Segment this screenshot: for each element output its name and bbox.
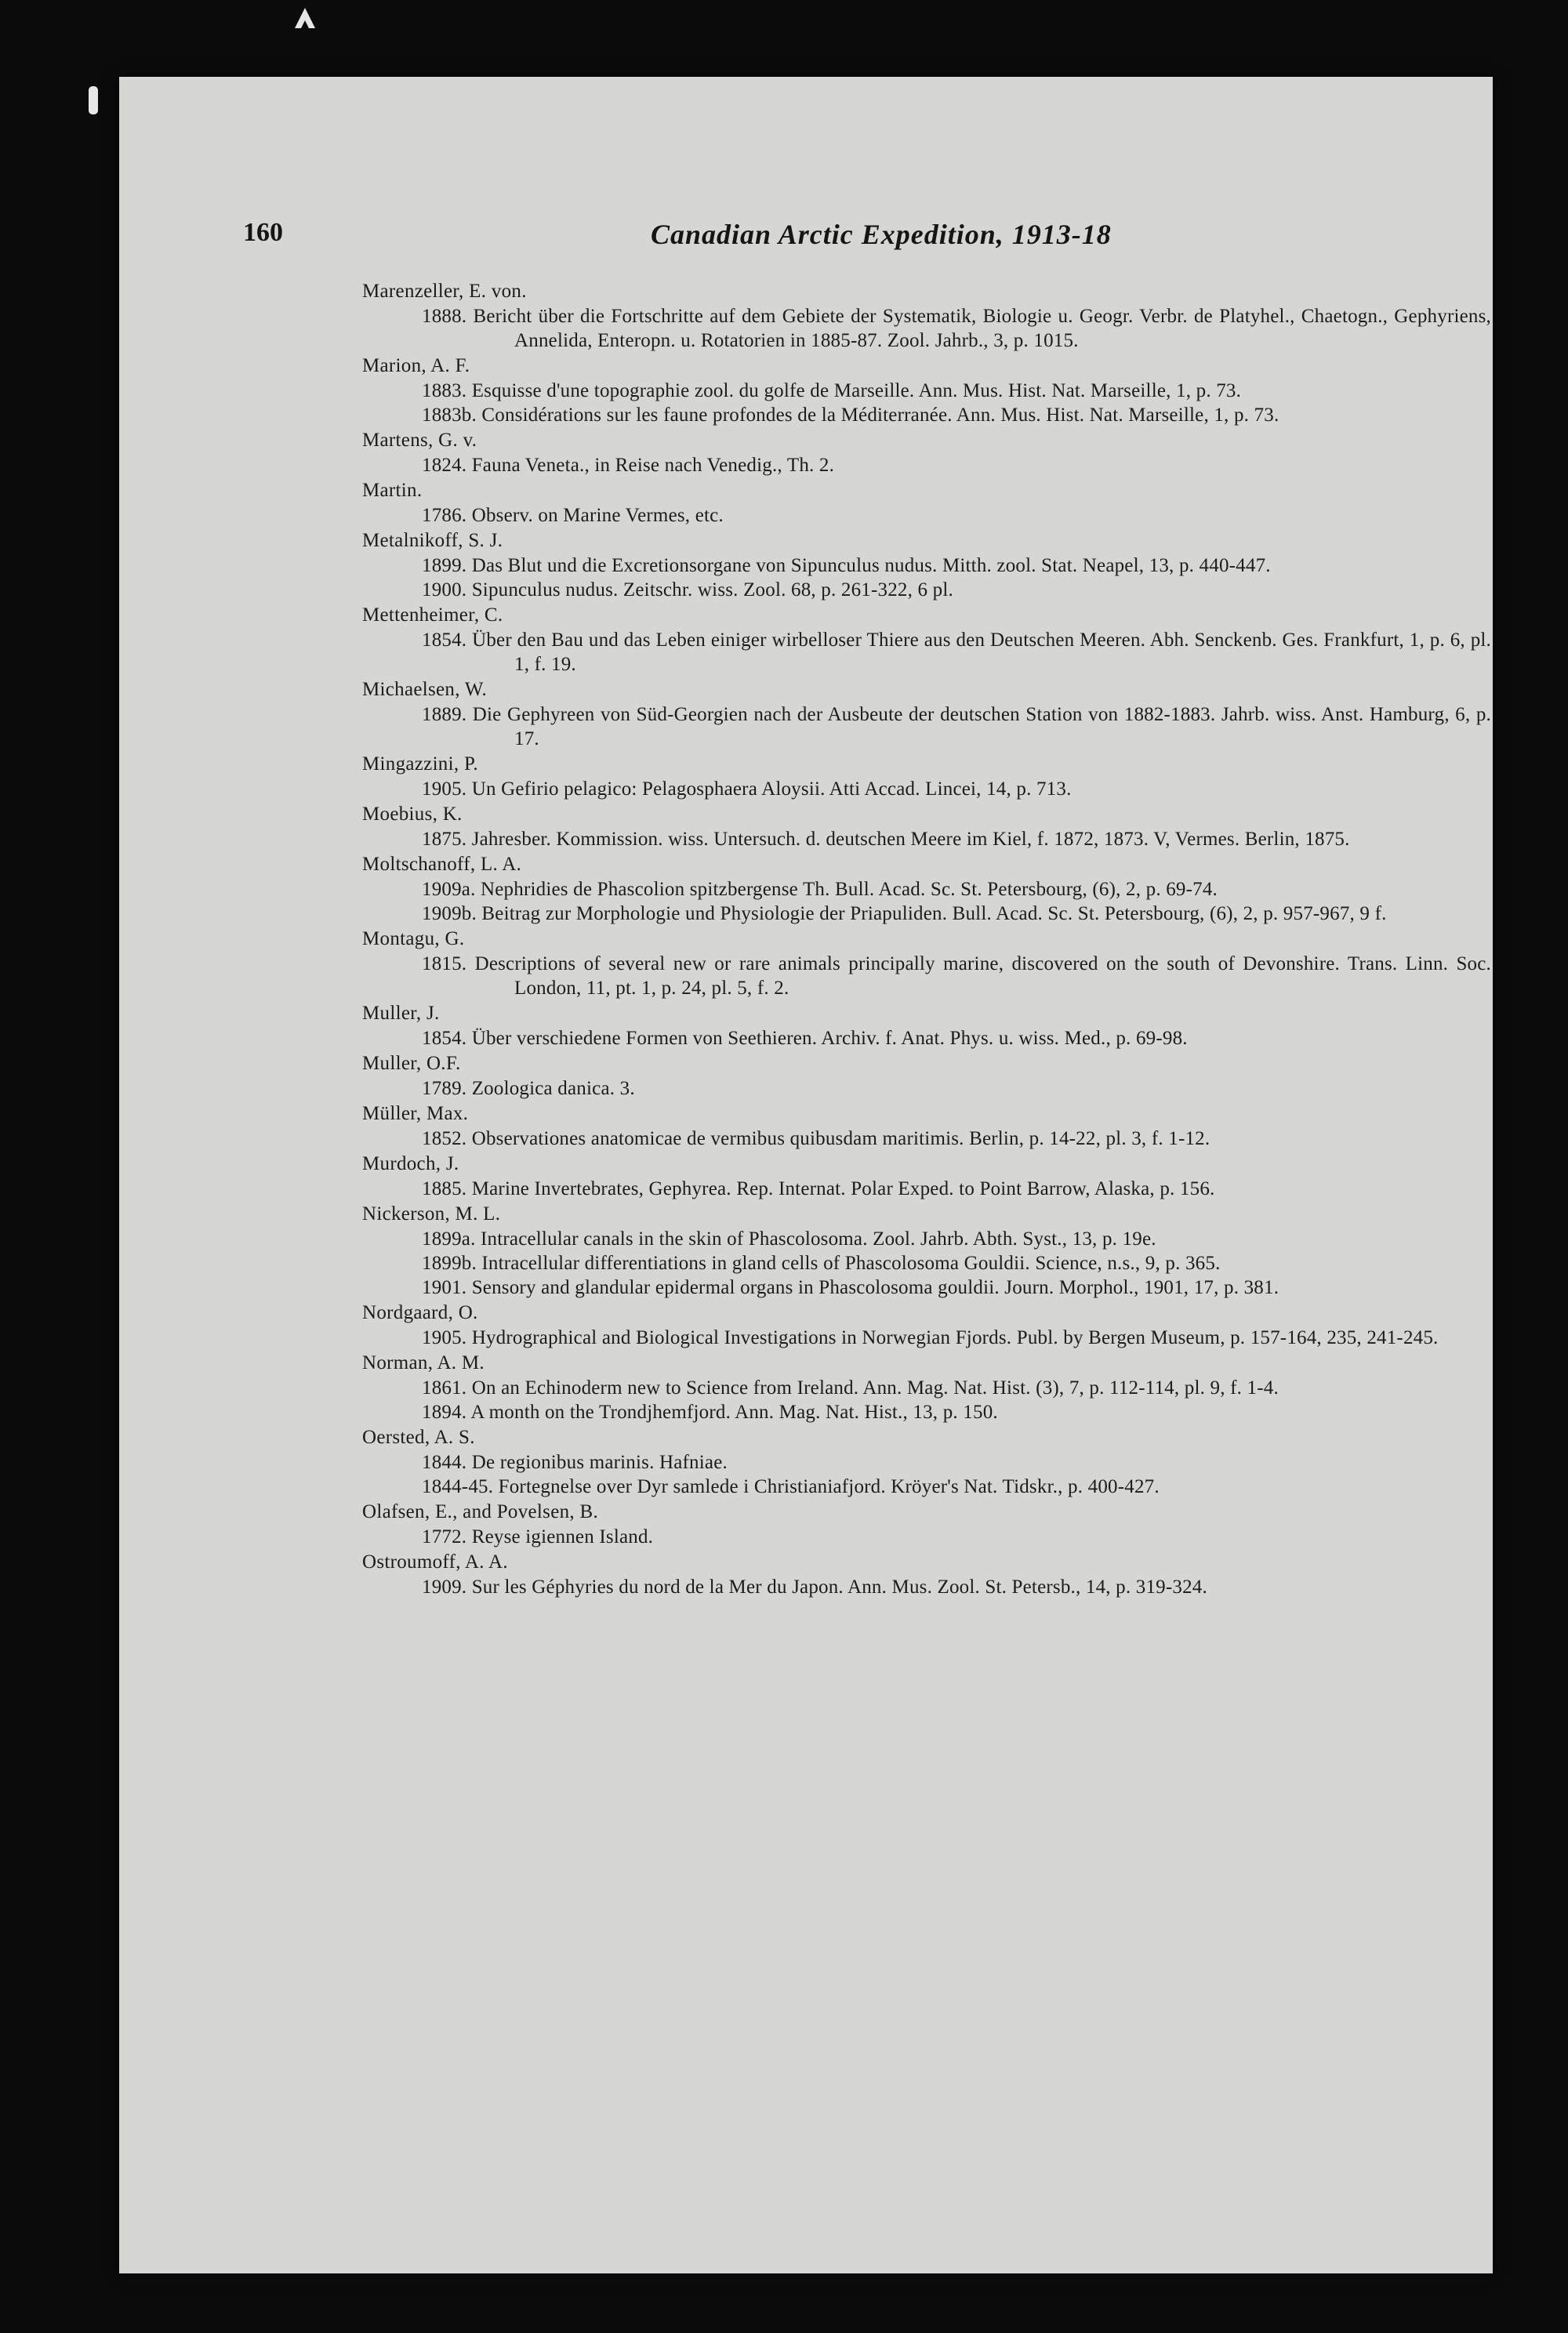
bibliography-entry: [362, 1424, 1491, 1499]
entry-reference: 1875. Jahresber. Kommission. wiss. Untersuch. d. deutschen Meere im Kiel, f. 1872, 1873. V, Vermes. Berlin, 1875.: [422, 829, 1350, 850]
film-corner-mark-icon: [292, 5, 318, 31]
bibliography-entry: [362, 1050, 1491, 1101]
entry-author: Murdoch, J.: [362, 1153, 459, 1174]
entry-reference: 1883. Esquisse d'une topographie zool. du golfe de Marseille. Ann. Mus. Hist. Nat. Marseille, 1, p. 73.: [422, 380, 1242, 401]
entry-reference: 1772. Reyse igiennen Island.: [422, 1526, 654, 1547]
entry-author: Mettenheimer, C.: [362, 604, 503, 626]
entry-reference: 1789. Zoologica danica. 3.: [422, 1078, 635, 1099]
entry-author: Nickerson, M. L.: [362, 1203, 501, 1225]
entry-reference: 1815. Descriptions of several new or rare animals principally marine, discovered on the south of Devonshire. Trans. Linn. Soc. London, 11, pt. 1, p. 24, pl. 5, f. 2.: [422, 953, 1491, 999]
entry-reference: 1899b. Intracellular differentiations in gland cells of Phascolosoma Gouldii. Science, n.s., 9, p. 365.: [422, 1253, 1221, 1274]
entry-author: Michaelsen, W.: [362, 679, 488, 700]
entry-reference: 1844-45. Fortegnelse over Dyr samlede i Christianiafjord. Kröyer's Nat. Tidskr., p. 400-427.: [422, 1476, 1160, 1497]
bibliography-entry: [362, 1000, 1491, 1050]
entry-author: Müller, Max.: [362, 1103, 469, 1124]
entry-author: Nordgaard, O.: [362, 1302, 478, 1323]
bibliography-entry: [362, 1151, 1491, 1201]
bibliography-entry: [362, 751, 1491, 801]
entry-author: Muller, J.: [362, 1003, 440, 1024]
entry-author: Oersted, A. S.: [362, 1427, 475, 1448]
bibliography-entry: [362, 1549, 1491, 1599]
bibliography-list: [362, 278, 1491, 2270]
bibliography-entry: [362, 1350, 1491, 1424]
bibliography-entry: [362, 602, 1491, 677]
entry-reference: 1852. Observationes anatomicae de vermibus quibusdam maritimis. Berlin, p. 14-22, pl. 3, f. 1-12.: [422, 1128, 1210, 1149]
entry-reference: 1824. Fauna Veneta., in Reise nach Venedig., Th. 2.: [422, 455, 835, 476]
entry-author: Marenzeller, E. von.: [362, 281, 527, 302]
entry-author: Moebius, K.: [362, 804, 463, 825]
entry-reference: 1909b. Beitrag zur Morphologie und Physiologie der Priapuliden. Bull. Acad. Sc. St. Petersbourg, (6), 2, p. 957-967, 9 f.: [422, 903, 1387, 924]
page-number: 160: [243, 218, 283, 247]
running-title: Canadian Arctic Expedition, 1913-18: [651, 219, 1112, 250]
entry-author: Ostroumoff, A. A.: [362, 1551, 508, 1573]
entry-reference: 1899. Das Blut und die Excretionsorgane von Sipunculus nudus. Mitth. zool. Stat. Neapel, 13, p. 440-447.: [422, 555, 1271, 576]
entry-reference: 1905. Hydrographical and Biological Investigations in Norwegian Fjords. Publ. by Bergen Museum, p. 157-164, 235, 241-245.: [422, 1327, 1439, 1348]
entry-reference: 1900. Sipunculus nudus. Zeitschr. wiss. Zool. 68, p. 261-322, 6 pl.: [422, 579, 953, 600]
entry-author: Norman, A. M.: [362, 1352, 485, 1373]
entry-author: Metalnikoff, S. J.: [362, 530, 503, 551]
entry-reference: 1854. Über verschiedene Formen von Seethieren. Archiv. f. Anat. Phys. u. wiss. Med., p. 69-98.: [422, 1028, 1188, 1049]
entry-reference: 1883b. Considérations sur les faune profondes de la Méditerranée. Ann. Mus. Hist. Nat. Marseille, 1, p. 73.: [422, 405, 1279, 426]
bibliography-entry: [362, 278, 1491, 353]
entry-reference: 1909. Sur les Géphyries du nord de la Mer du Japon. Ann. Mus. Zool. St. Petersb., 14, p. 319-324.: [422, 1576, 1207, 1598]
bibliography-entry: [362, 1300, 1491, 1350]
entry-author: Olafsen, E., and Povelsen, B.: [362, 1501, 599, 1522]
bibliography-entry: [362, 477, 1491, 528]
entry-reference: 1901. Sensory and glandular epidermal organs in Phascolosoma gouldii. Journ. Morphol., 1901, 17, p. 381.: [422, 1277, 1279, 1298]
entry-author: Moltschanoff, L. A.: [362, 854, 522, 875]
entry-reference: 1909a. Nephridies de Phascolion spitzbergense Th. Bull. Acad. Sc. St. Petersbourg, (6), 2, p. 69-74.: [422, 879, 1218, 900]
entry-reference: 1899a. Intracellular canals in the skin of Phascolosoma. Zool. Jahrb. Abth. Syst., 13, p. 19e.: [422, 1228, 1156, 1250]
entry-reference: 1885. Marine Invertebrates, Gephyrea. Rep. Internat. Polar Exped. to Point Barrow, Alaska, p. 156.: [422, 1178, 1215, 1199]
entry-reference: 1889. Die Gephyreen von Süd-Georgien nach der Ausbeute der deutschen Station von 1882-1883. Jahrb. wiss. Anst. Hamburg, 6, p. 17.: [422, 704, 1491, 749]
bibliography-entry: [362, 677, 1491, 751]
page-header: [243, 218, 1482, 257]
bibliography-entry: [362, 1201, 1491, 1300]
film-edge-mark: [89, 86, 98, 114]
bibliography-entry: [362, 528, 1491, 602]
bibliography-entry: [362, 353, 1491, 427]
entry-author: Muller, O.F.: [362, 1053, 461, 1074]
bibliography-entry: [362, 427, 1491, 477]
entry-reference: 1844. De regionibus marinis. Hafniae.: [422, 1452, 728, 1473]
entry-reference: 1888. Bericht über die Fortschritte auf dem Gebiete der Systematik, Biologie u. Geogr. Verbr. de Platyhel., Chaetogn., Gephyriens, Annelida, Enteropn. u. Rotatorien in 1885-87. Zool. Jahrb., 3, p. 1015.: [422, 306, 1491, 351]
bibliography-entry: [362, 926, 1491, 1000]
bibliography-entry: [362, 1499, 1491, 1549]
entry-reference: 1861. On an Echinoderm new to Science from Ireland. Ann. Mag. Nat. Hist. (3), 7, p. 112-114, pl. 9, f. 1-4.: [422, 1377, 1279, 1399]
entry-reference: 1894. A month on the Trondjhemfjord. Ann. Mag. Nat. Hist., 13, p. 150.: [422, 1402, 998, 1423]
entry-author: Montagu, G.: [362, 928, 465, 949]
entry-author: Mingazzini, P.: [362, 753, 478, 775]
entry-reference: 1786. Observ. on Marine Vermes, etc.: [422, 505, 724, 526]
bibliography-entry: [362, 851, 1491, 926]
entry-author: Marion, A. F.: [362, 355, 470, 376]
entry-reference: 1854. Über den Bau und das Leben einiger wirbelloser Thiere aus den Deutschen Meeren. Abh. Senckenb. Ges. Frankfurt, 1, p. 6, pl. 1, f. 19.: [422, 630, 1491, 675]
bibliography-entry: [362, 1101, 1491, 1151]
entry-author: Martin.: [362, 480, 423, 501]
entry-author: Martens, G. v.: [362, 430, 477, 451]
bibliography-entry: [362, 801, 1491, 851]
entry-reference: 1905. Un Gefirio pelagico: Pelagosphaera Aloysii. Atti Accad. Lincei, 14, p. 713.: [422, 778, 1072, 800]
